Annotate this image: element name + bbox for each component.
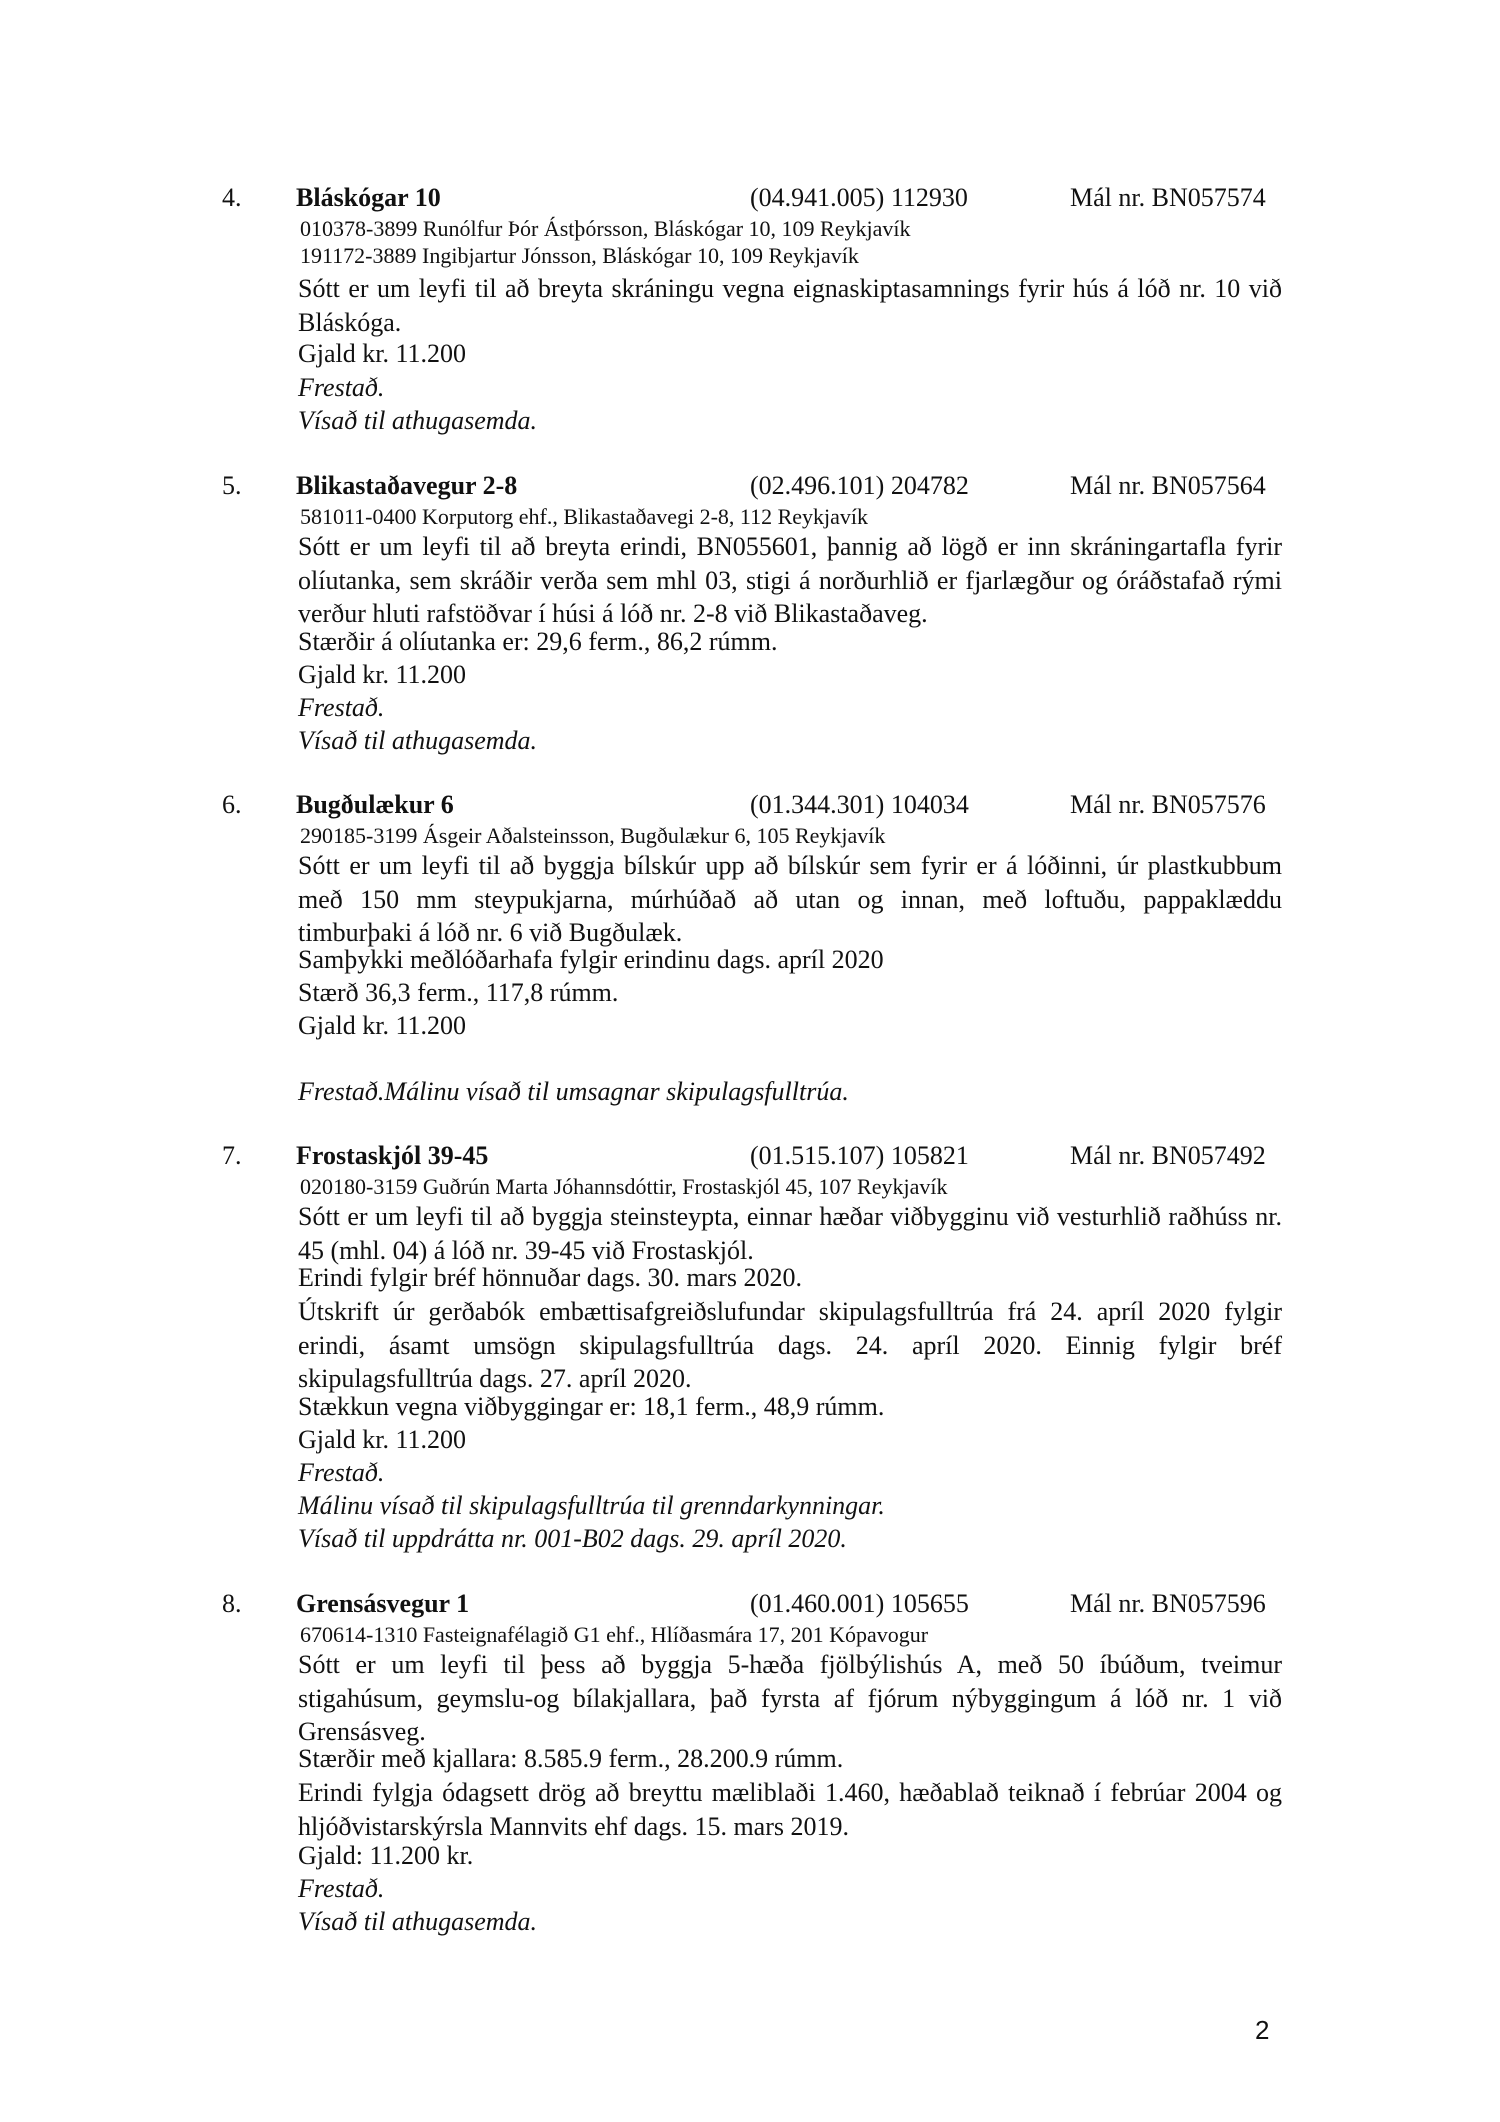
entry-number: 8. (222, 1589, 242, 1618)
fee-line: Gjald kr. 11.200 (298, 1425, 467, 1454)
consent-line: Samþykki meðlóðarhafa fylgir erindinu dags. apríl 2020 (298, 945, 884, 974)
decision-line: Frestað. (298, 1874, 385, 1903)
decision-line: Frestað. (298, 1458, 385, 1487)
lot-number: (01.515.107) 105821 (750, 1141, 969, 1170)
lot-number: (02.496.101) 204782 (750, 471, 969, 500)
entry-number: 4. (222, 183, 242, 212)
property-address: Frostaskjól 39-45 (296, 1141, 489, 1170)
case-number: Mál nr. BN057576 (1070, 790, 1266, 819)
description: Sótt er um leyfi til að breyta skráningu vegna eignaskiptasamnings fyrir hús á lóð nr. 10 við Bláskóga. (298, 274, 1282, 337)
entry-number: 7. (222, 1141, 242, 1170)
lot-number: (01.460.001) 105655 (750, 1589, 969, 1618)
case-number: Mál nr. BN057596 (1070, 1589, 1266, 1618)
size-line: Stærðir með kjallara: 8.585.9 ferm., 28.200.9 rúmm. (298, 1744, 844, 1773)
decision-line: Vísað til athugasemda. (298, 406, 538, 435)
size-line: Stærðir á olíutanka er: 29,6 ferm., 86,2 rúmm. (298, 627, 778, 656)
description-continued: Erindi fylgja ódagsett drög að breyttu mæliblaði 1.460, hæðablað teiknað í febrúar 2004 og hljóðvistarskýrsla Mannvits ehf dags. 15. mars 2019. (298, 1778, 1282, 1841)
description: Sótt er um leyfi til að byggja steinsteypta, einnar hæðar viðbygginu við vesturhlið raðhúss nr. 45 (mhl. 04) á lóð nr. 39-45 við Frostaskjól. (298, 1202, 1282, 1265)
description-continued: Útskrift úr gerðabók embættisafgreiðslufundar skipulagsfulltrúa frá 24. apríl 2020 fylgir erindi, ásamt umsögn skipulagsfulltrúa dags. 24. apríl 2020. Einnig fylgir bréf skipulagsfulltrúa dags. 27. apríl 2020. (298, 1297, 1282, 1393)
fee-line: Gjald: 11.200 kr. (298, 1841, 474, 1870)
property-address: Blikastaðavegur 2-8 (296, 471, 518, 500)
case-number: Mál nr. BN057564 (1070, 471, 1266, 500)
property-address: Grensásvegur 1 (296, 1589, 470, 1618)
fee-line: Gjald kr. 11.200 (298, 339, 467, 368)
owner-line: 670614-1310 Fasteignafélagið G1 ehf., Hlíðasmára 17, 201 Kópavogur (300, 1622, 929, 1647)
decision-line: Frestað. (298, 373, 385, 402)
case-number: Mál nr. BN057492 (1070, 1141, 1266, 1170)
fee-line: Gjald kr. 11.200 (298, 1011, 467, 1040)
description: Sótt er um leyfi til þess að byggja 5-hæða fjölbýlishús A, með 50 íbúðum, tveimur stigahúsum, geymslu-og bílakjallara, það fyrsta af fjórum nýbyggingum á lóð nr. 1 við Grensásveg. (298, 1650, 1282, 1746)
owner-line: 010378-3899 Runólfur Þór Ástþórsson, Bláskógar 10, 109 Reykjavík (300, 216, 911, 241)
decision-line: Frestað.Málinu vísað til umsagnar skipulagsfulltrúa. (298, 1077, 849, 1106)
entry-number: 6. (222, 790, 242, 819)
owner-line: 581011-0400 Korputorg ehf., Blikastaðavegi 2-8, 112 Reykjavík (300, 504, 869, 529)
size-line: Stærð 36,3 ferm., 117,8 rúmm. (298, 978, 619, 1007)
decision-line: Vísað til athugasemda. (298, 1907, 538, 1936)
description: Sótt er um leyfi til að byggja bílskúr upp að bílskúr sem fyrir er á lóðinni, úr plastkubbum með 150 mm steypukjarna, múrhúðað að utan og innan, með loftuðu, pappaklæddu timburþaki á lóð nr. 6 við Bugðulæk. (298, 851, 1282, 947)
owner-line: 191172-3889 Ingibjartur Jónsson, Bláskógar 10, 109 Reykjavík (300, 243, 859, 268)
fee-line: Gjald kr. 11.200 (298, 660, 467, 689)
owner-line: 290185-3199 Ásgeir Aðalsteinsson, Bugðulækur 6, 105 Reykjavík (300, 823, 886, 848)
entry-number: 5. (222, 471, 242, 500)
description: Sótt er um leyfi til að breyta erindi, BN055601, þannig að lögð er inn skráningartafla fyrir olíutanka, sem skráðir verða sem mhl 03, stigi á norðurhlið er fjarlægður og óráðstafað rými verður hluti rafstöðvar í húsi á lóð nr. 2-8 við Blikastaðaveg. (298, 532, 1282, 628)
page-number: 2 (1255, 2015, 1270, 2045)
property-address: Bláskógar 10 (296, 183, 441, 212)
decision-line: Vísað til uppdrátta nr. 001-B02 dags. 29. apríl 2020. (298, 1524, 847, 1553)
owner-line: 020180-3159 Guðrún Marta Jóhannsdóttir, Frostaskjól 45, 107 Reykjavík (300, 1174, 948, 1199)
decision-line: Vísað til athugasemda. (298, 726, 538, 755)
lot-number: (04.941.005) 112930 (750, 183, 968, 212)
property-address: Bugðulækur 6 (296, 790, 454, 819)
decision-line: Frestað. (298, 693, 385, 722)
case-number: Mál nr. BN057574 (1070, 183, 1266, 212)
attachment-line: Erindi fylgir bréf hönnuðar dags. 30. mars 2020. (298, 1263, 803, 1292)
lot-number: (01.344.301) 104034 (750, 790, 969, 819)
size-line: Stækkun vegna viðbyggingar er: 18,1 ferm., 48,9 rúmm. (298, 1392, 885, 1421)
decision-line: Málinu vísað til skipulagsfulltrúa til grenndarkynningar. (298, 1491, 885, 1520)
